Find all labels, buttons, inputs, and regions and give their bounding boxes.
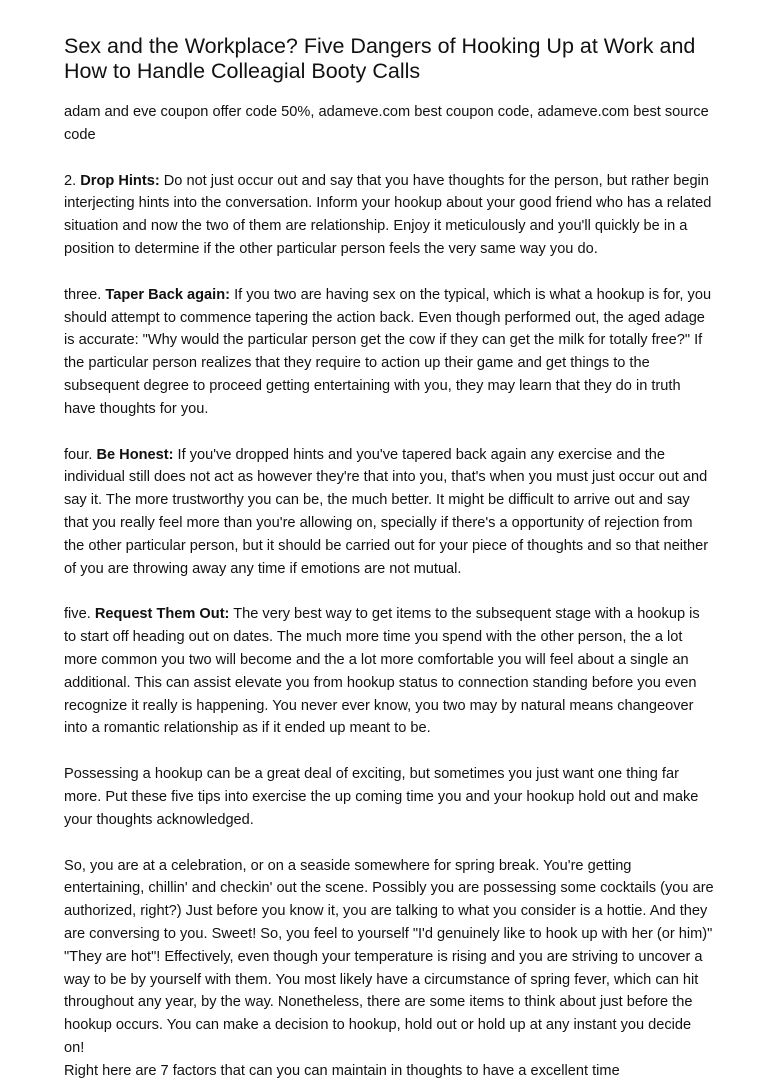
spring-break-paragraph: So, you are at a celebration, or on a seaside somewhere for spring break. You're getting entertaining, chillin' and checkin' out the scene. Possibly you are possessing some cocktails (you are authorized, right?) Just before you know it, you are talking to what you consider is a hottie. And they are conversing to you. Sweet! So, you feel to yourself "I'd genuinely like to hook up with her (or him)" "They are hot"! Effectively, even though your temperature is rising and you are striving to uncover a way to be by yourself with them. You most likely have a circumstance of spring fever, which can hit throughout any year, by the way. Nonetheless, there are some items to think about just before the hookup occurs. You can make a decision to hookup, hold out or hold up at any instant you decide on! xyxy=(64,857,714,1056)
summary-paragraph: Possessing a hookup can be a great deal of exciting, but sometimes you just want one thing far more. Put these five tips into exercise the up coming time you and your hookup hold out and make your thoughts acknowledged. xyxy=(64,766,699,828)
tip-be-honest xyxy=(64,444,714,581)
tip-heading: Request Them Out: xyxy=(94,606,230,623)
tip-drop-hints xyxy=(64,170,714,261)
tip-request-them-out xyxy=(64,603,714,740)
tip-heading: Drop Hints: xyxy=(80,172,160,189)
factors-intro-line: Right here are 7 factors that can you can maintain in thoughts to have a excellent time xyxy=(64,1062,620,1079)
tip-number: 2. xyxy=(64,172,81,189)
keywords-line: adam and eve coupon offer code 50%, adameve.com best coupon code, adameve.com best source code xyxy=(64,104,709,143)
document-title: Sex and the Workplace? Five Dangers of Hooking Up at Work and How to Handle Colleagial Booty Calls xyxy=(64,34,696,83)
tip-text: Do not just occur out and say that you have thoughts for the person, but rather begin interjecting hints into the conversation. Inform your hookup about your good friend who has a related situation and now the two of them are relationship. Enjoy it meticulously and you'll quickly be in a position to determine if the other particular person feels the very same way you do. xyxy=(64,172,712,257)
tip-text: The very best way to get items to the subsequent stage with a hookup is to start off heading out on dates. The much more time you spend with the other person, the a lot more common you two will become and the a lot more comfortable you will feel about a single an additional. This can assist elevate you from hookup status to connection standing before you even recognize it really is happening. You never ever know, you two may by natural means changeover into a romantic relationship as if it ended up meant to be. xyxy=(64,606,700,737)
tip-number: four. xyxy=(64,446,97,463)
tip-taper-back xyxy=(64,284,714,421)
tip-heading: Be Honest: xyxy=(96,446,174,463)
tip-text: If you two are having sex on the typical, which is what a hookup is for, you should attempt to commence tapering the action back. Even though performed out, the aged adage is accurate: "Why would the particular person get the cow if they can get the milk for totally free?" If the particular person realizes that they require to action up their game and get things to the subsequent degree to proceed getting entertaining with you, they may learn that they do in truth have thoughts for you. xyxy=(64,286,712,417)
tip-number: three. xyxy=(64,286,106,303)
tip-number: five. xyxy=(64,606,95,623)
tip-text: If you've dropped hints and you've tapered back again any exercise and the individual still does not act as however they're that into you, that's when you must just occur out and say it. The more trustworthy you can be, the much better. It might be difficult to arrive out and say that you really feel more than you're allowing on, specially if there's a opportunity of rejection from the other particular person, but it should be carried out for your piece of thoughts and so that neither of you are throwing away any time if emotions are not mutual. xyxy=(64,446,709,577)
document-page xyxy=(64,34,714,1082)
tip-heading: Taper Back again: xyxy=(105,286,231,303)
